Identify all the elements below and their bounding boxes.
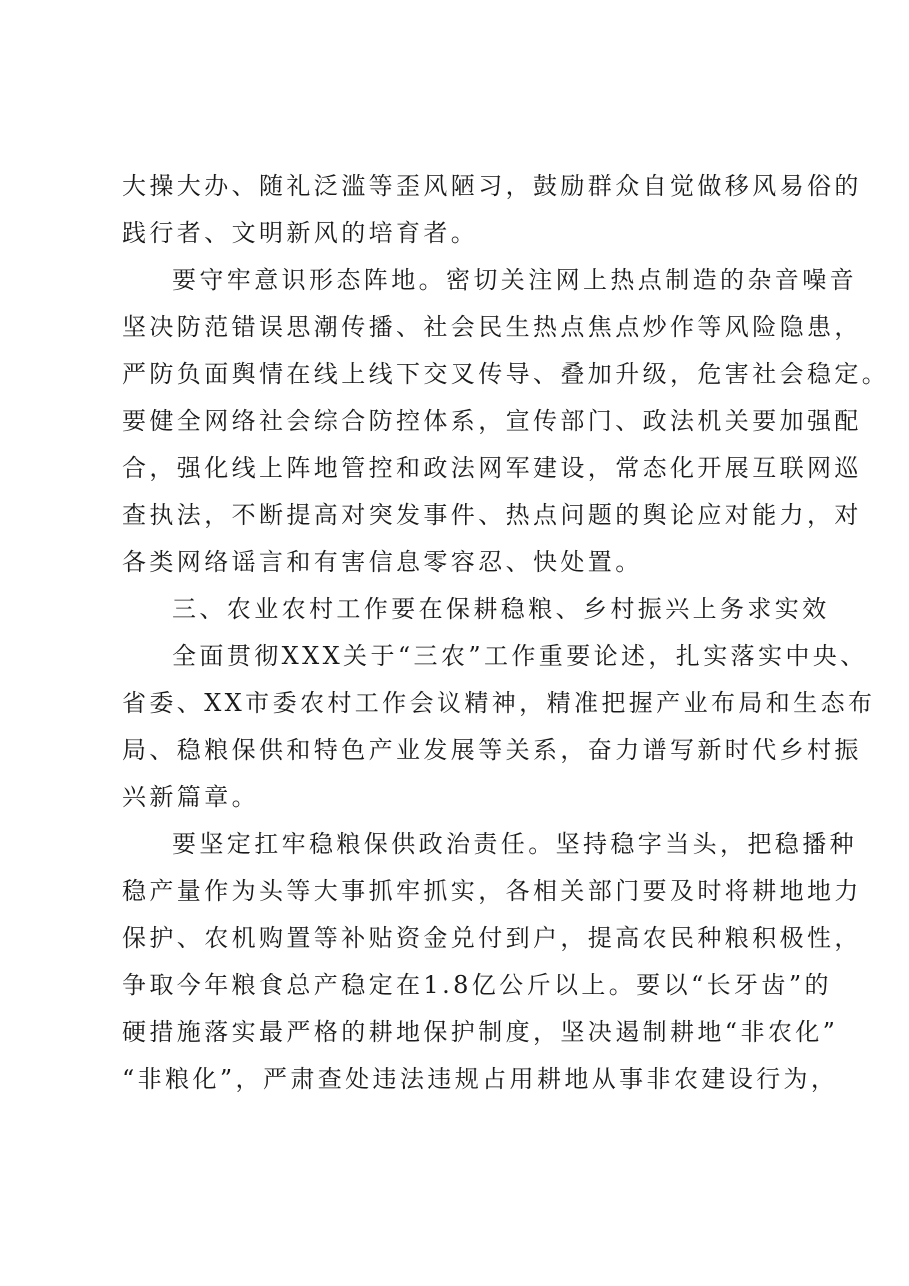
- body-line: 严防负面舆情在线上线下交叉传导、叠加升级，危害社会稳定。: [122, 360, 890, 388]
- body-line: 稳产量作为头等大事抓牢抓实，各相关部门要及时将耕地地力: [122, 877, 862, 905]
- paragraph-start-line: 全面贯彻XXX关于“三农”工作重要论述，扎实落实中央、: [172, 642, 868, 670]
- body-line: 兴新篇章。: [122, 783, 259, 811]
- body-line: 要健全网络社会综合防控体系，宣传部门、政法机关要加强配: [122, 407, 862, 435]
- document-body: [122, 163, 890, 1103]
- body-line: 保护、农机购置等补贴资金兑付到户，提高农民种粮积极性，: [122, 924, 862, 952]
- body-line: 大操大办、随礼泛滥等歪风陋习，鼓励群众自觉做移风易俗的: [122, 172, 862, 200]
- body-line: 省委、XX市委农村工作会议精神，精准把握产业布局和生态布: [122, 689, 876, 717]
- body-line: 局、稳粮保供和特色产业发展等关系，奋力谱写新时代乡村振: [122, 736, 862, 764]
- paragraph-start-line: 要坚定扛牢稳粮保供政治责任。坚持稳字当头，把稳播种: [172, 830, 857, 858]
- body-line: 查执法，不断提高对突发事件、热点问题的舆论应对能力，对: [122, 501, 862, 529]
- body-line: 合，强化线上阵地管控和政法网军建设，常态化开展互联网巡: [122, 454, 862, 482]
- paragraph-start-line: 要守牢意识形态阵地。密切关注网上热点制造的杂音噪音: [172, 266, 857, 294]
- body-line: 践行者、文明新风的培育者。: [122, 219, 479, 247]
- section-heading: 三、农业农村工作要在保耕稳粮、乡村振兴上务求实效: [172, 595, 830, 623]
- body-line: “非粮化”，严肃查处违法违规占用耕地从事非农建设行为，: [122, 1065, 839, 1093]
- body-line: 硬措施落实最严格的耕地保护制度，坚决遏制耕地“非农化”: [122, 1018, 839, 1046]
- body-line: 坚决防范错误思潮传播、社会民生热点焦点炒作等风险隐患，: [122, 313, 862, 341]
- body-line: 争取今年粮食总产稳定在1.8亿公斤以上。要以“长牙齿”的: [122, 971, 832, 999]
- body-line: 各类网络谣言和有害信息零容忍、快处置。: [122, 548, 643, 576]
